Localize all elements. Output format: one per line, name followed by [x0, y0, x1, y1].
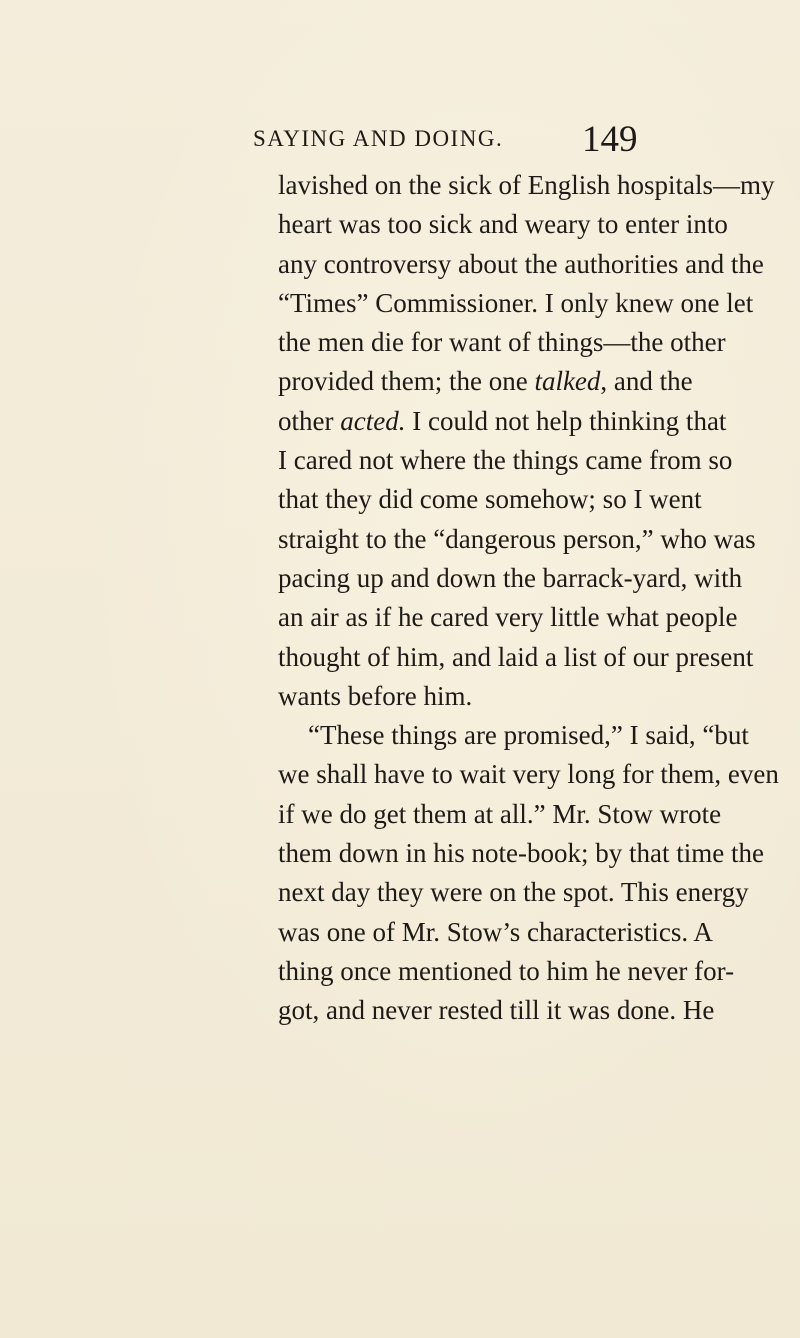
- running-head: [0, 118, 800, 162]
- text-run: other: [278, 405, 341, 436]
- text-line: was one of Mr. Stow’s characteristics. A: [278, 916, 713, 947]
- text-line: next day they were on the spot. This energy: [278, 877, 749, 908]
- text-run: I could not help thinking that: [405, 405, 727, 436]
- italic-word: acted.: [340, 405, 406, 436]
- chapter-title: SAYING AND DOING.: [253, 126, 504, 151]
- body-text: [278, 166, 779, 1031]
- text-line: if we do get them at all.” Mr. Stow wrote: [278, 798, 722, 829]
- text-line: lavished on the sick of English hospitals—my: [278, 170, 775, 200]
- text-line: an air as if he cared very little what people: [278, 602, 738, 633]
- text-line: got, and never rested till it was done. He: [278, 995, 715, 1026]
- text-line: we shall have to wait very long for them, even: [278, 759, 779, 790]
- text-line: that they did come somehow; so I went: [278, 484, 702, 515]
- text-line: them down in his note-book; by that time the: [278, 838, 764, 869]
- text-line: straight to the “dangerous person,” who was: [278, 523, 756, 554]
- text-line: thought of him, and laid a list of our present: [278, 641, 754, 672]
- italic-word: talked: [534, 366, 601, 397]
- text-line: I cared not where the things came from so: [278, 445, 733, 476]
- text-run: , and the: [600, 366, 693, 397]
- text-line: heart was too sick and weary to enter into: [278, 209, 728, 240]
- text-line: “Times” Commissioner. I only knew one let: [278, 287, 754, 318]
- text-line: “These things are promised,” I said, “but: [308, 720, 749, 751]
- text-line: wants before him.: [278, 680, 473, 711]
- text-line: the men die for want of things—the other: [278, 327, 726, 358]
- text-line: any controversy about the authorities and the: [278, 248, 764, 279]
- text-line: [278, 362, 693, 401]
- text-line: [278, 402, 727, 441]
- text-line: pacing up and down the barrack-yard, with: [278, 562, 743, 593]
- text-run: provided them; the one: [278, 366, 535, 397]
- text-line: thing once mentioned to him he never for-: [278, 955, 735, 986]
- page-number: 149: [582, 119, 638, 160]
